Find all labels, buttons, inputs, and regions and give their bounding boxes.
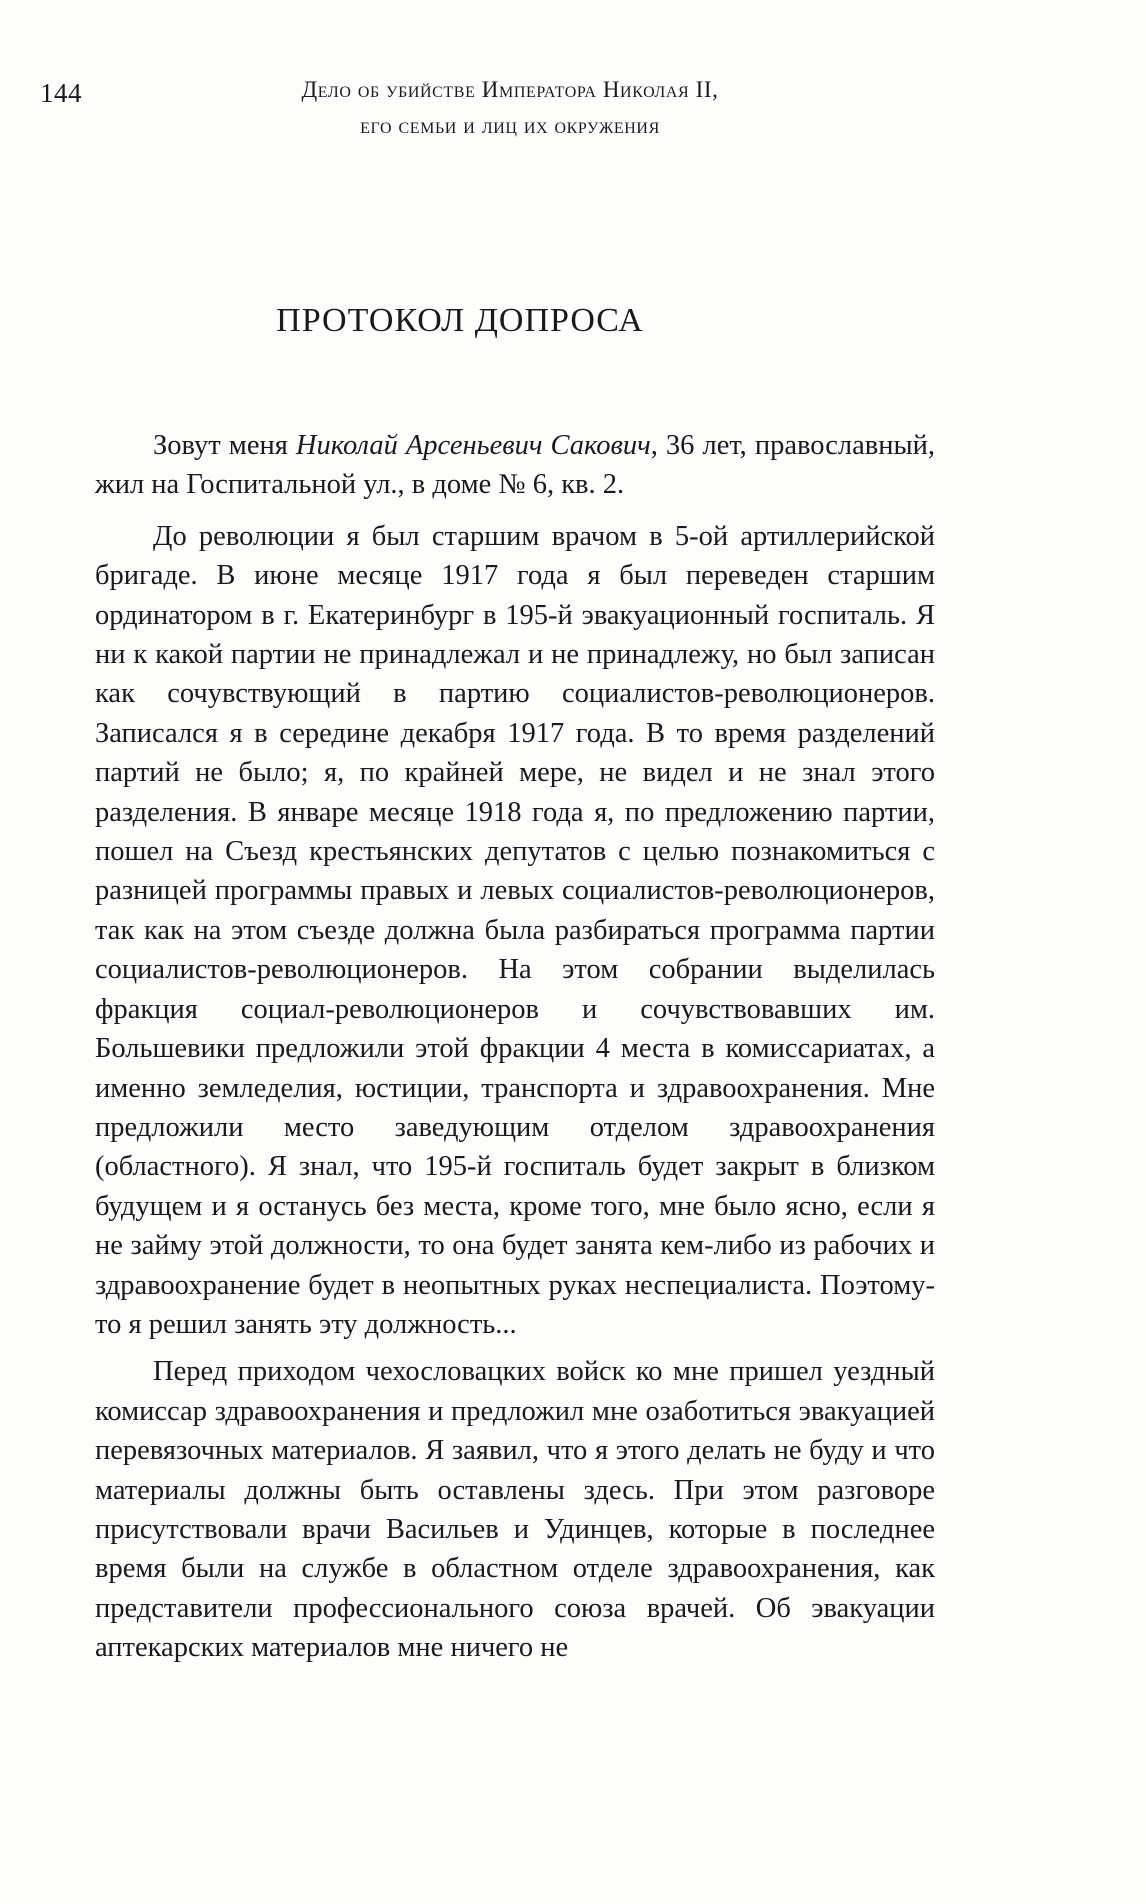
running-head-line-2: его семьи и лиц их окружения	[360, 113, 660, 138]
witness-name: Николай Арсеньевич Сакович	[295, 430, 651, 461]
page-number: 144	[40, 78, 82, 108]
running-head-line-1: Дело об убийстве Императора Николая II,	[301, 77, 719, 102]
document-title: ПРОТОКОЛ ДОПРОСА	[276, 302, 644, 339]
paragraph-1-lead: Зовут меня	[153, 430, 296, 461]
document-body	[95, 426, 935, 1676]
paragraph-1	[95, 426, 935, 505]
paragraph-1-rest: , 36 лет, православный, жил на Госпитальной ул., в доме № 6, кв. 2.	[95, 430, 935, 501]
paragraph-2: До революции я был старшим врачом в 5-ой артиллерийской бригаде. В июне месяце 1917 года я был переведен старшим ординатором в г. Екатеринбург в 195-й эвакуационный госпиталь. Я ни к какой партии не принадлежал и не принадлежу, но был записан как сочувствующий в партию социалистов-революционеров. Записался я в середине декабря 1917 года. В то время разделений партий не было; я, по крайней мере, не видел и не знал этого разделения. В январе месяце 1918 года я, по предложению партии, пошел на Съезд крестьянских депутатов с целью познакомиться с разницей программы правых и левых социалистов-революционеров, так как на этом съезде должна была разбираться программа партии социалистов-революционеров. На этом собрании выделилась фракция социал-революционеров и сочувствовавших им. Большевики предложили этой фракции 4 места в комиссариатах, а именно земледелия, юстиции, транспорта и здравоохранения. Мне предложили место заведующим отделом здравоохранения (областного). Я знал, что 195-й госпиталь будет закрыт в близком будущем и я останусь без места, кроме того, мне было ясно, если я не займу этой должности, то она будет занята кем-либо из рабочих и здравоохранение будет в неопытных руках неспециалиста. Поэтому-то я решил занять эту должность...	[95, 520, 935, 1340]
running-head	[220, 72, 800, 144]
paragraph-3: Перед приходом чехословацких войск ко мне пришел уездный комиссар здравоохранения и предложил мне озаботиться эвакуацией перевязочных материалов. Я заявил, что я этого делать не буду и что материалы должны быть оставлены здесь. При этом разговоре присутствовали врачи Васильев и Удинцев, которые в последнее время были на службе в областном отделе здравоохранения, как представители профессионального союза врачей. Об эвакуации аптекарских материалов мне ничего не	[95, 1356, 935, 1664]
